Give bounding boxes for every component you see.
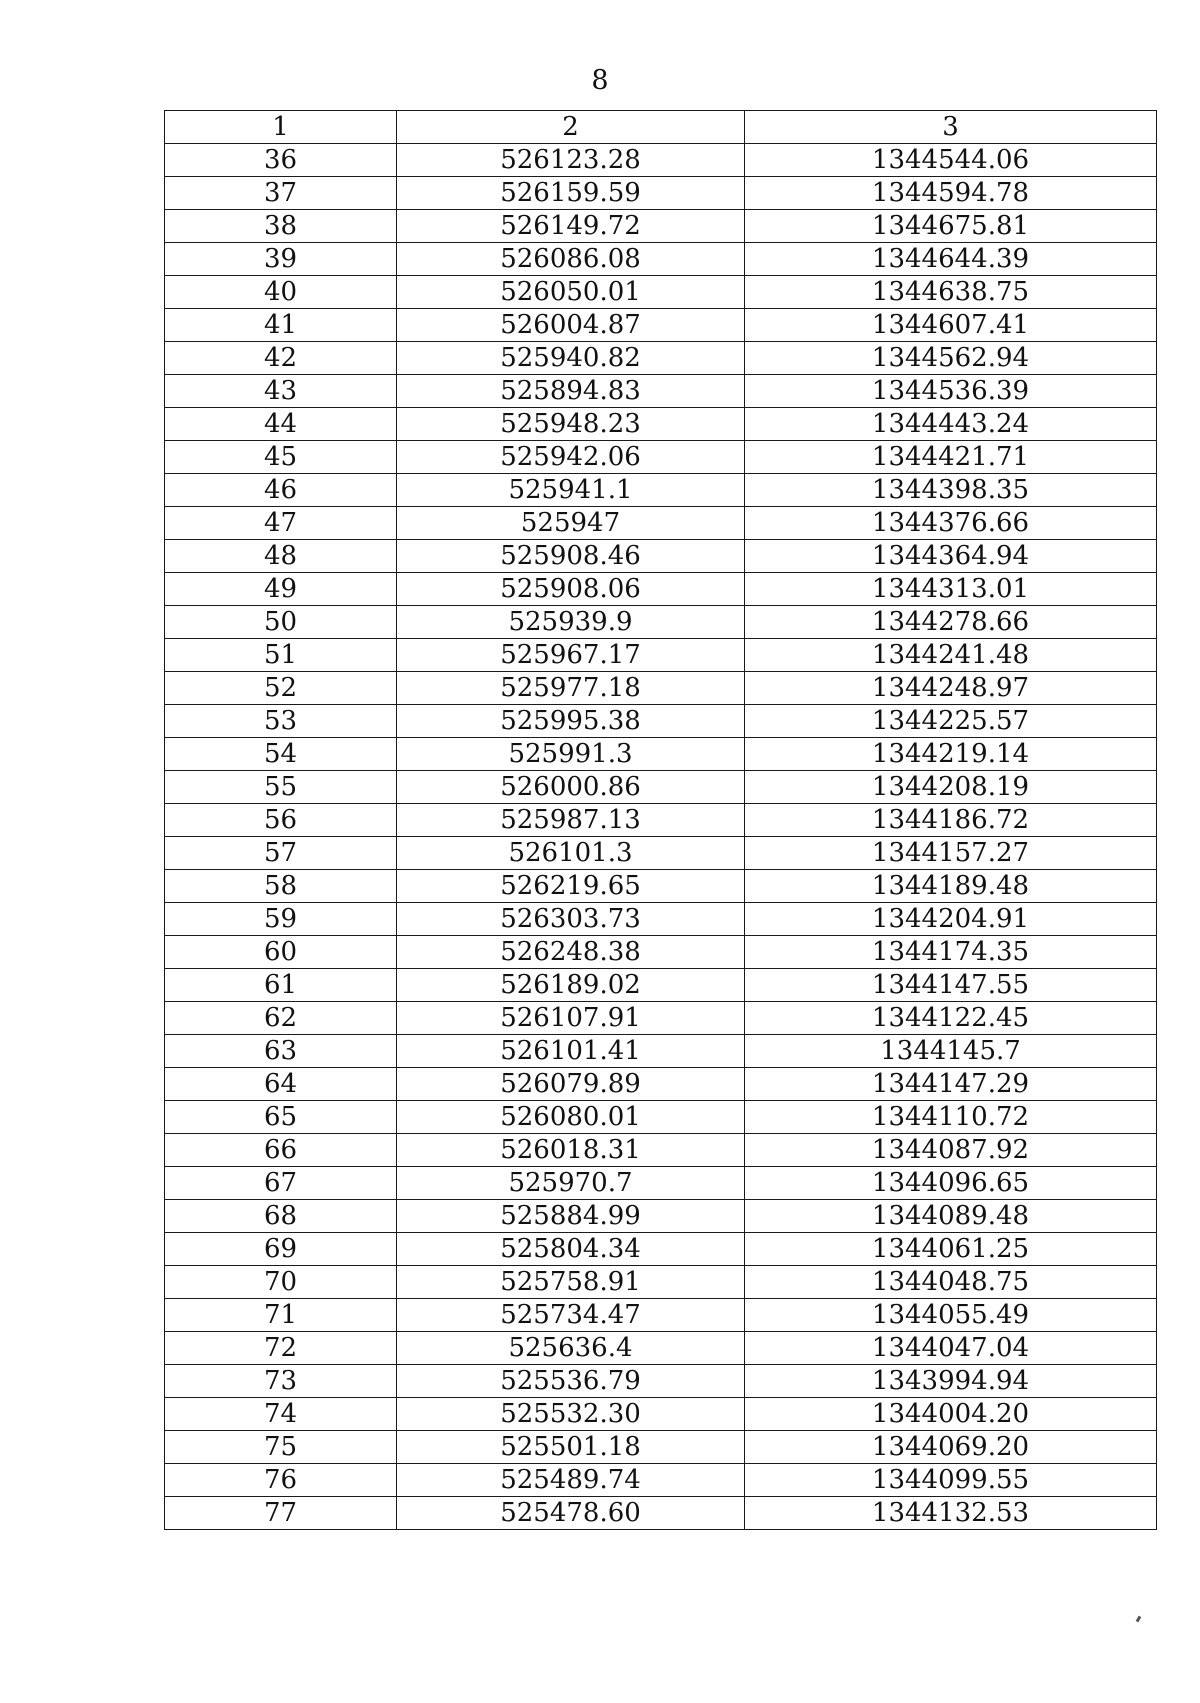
point-number-cell: 72 (165, 1332, 397, 1365)
table-row (165, 1101, 1157, 1134)
point-number-cell: 57 (165, 837, 397, 870)
point-number-cell: 54 (165, 738, 397, 771)
table-row (165, 144, 1157, 177)
y-coordinate-cell: 1344225.57 (745, 705, 1157, 738)
y-coordinate-cell: 1344047.04 (745, 1332, 1157, 1365)
y-coordinate-cell: 1344594.78 (745, 177, 1157, 210)
x-coordinate-cell: 526123.28 (397, 144, 745, 177)
y-coordinate-cell: 1344099.55 (745, 1464, 1157, 1497)
y-coordinate-cell: 1344055.49 (745, 1299, 1157, 1332)
point-number-cell: 40 (165, 276, 397, 309)
x-coordinate-cell: 526000.86 (397, 771, 745, 804)
y-coordinate-cell: 1344089.48 (745, 1200, 1157, 1233)
table-row (165, 672, 1157, 705)
x-coordinate-cell: 525995.38 (397, 705, 745, 738)
x-coordinate-cell: 525970.7 (397, 1167, 745, 1200)
point-number-cell: 56 (165, 804, 397, 837)
point-number-cell: 61 (165, 969, 397, 1002)
x-coordinate-cell: 526219.65 (397, 870, 745, 903)
table-row (165, 903, 1157, 936)
y-coordinate-cell: 1344644.39 (745, 243, 1157, 276)
point-number-cell: 45 (165, 441, 397, 474)
x-coordinate-cell: 525636.4 (397, 1332, 745, 1365)
x-coordinate-cell: 525940.82 (397, 342, 745, 375)
table-row (165, 474, 1157, 507)
y-coordinate-cell: 1344607.41 (745, 309, 1157, 342)
x-coordinate-cell: 526303.73 (397, 903, 745, 936)
table-row (165, 1365, 1157, 1398)
table-row (165, 1332, 1157, 1365)
table-row (165, 276, 1157, 309)
point-number-cell: 70 (165, 1266, 397, 1299)
y-coordinate-cell: 1344443.24 (745, 408, 1157, 441)
point-number-cell: 47 (165, 507, 397, 540)
table-row (165, 1398, 1157, 1431)
point-number-cell: 38 (165, 210, 397, 243)
x-coordinate-cell: 526079.89 (397, 1068, 745, 1101)
y-coordinate-cell: 1344204.91 (745, 903, 1157, 936)
x-coordinate-cell: 525894.83 (397, 375, 745, 408)
x-coordinate-cell: 525941.1 (397, 474, 745, 507)
y-coordinate-cell: 1344145.7 (745, 1035, 1157, 1068)
table-row (165, 1035, 1157, 1068)
table-row (165, 705, 1157, 738)
point-number-cell: 71 (165, 1299, 397, 1332)
y-coordinate-cell: 1344147.29 (745, 1068, 1157, 1101)
point-number-cell: 37 (165, 177, 397, 210)
x-coordinate-cell: 525939.9 (397, 606, 745, 639)
x-coordinate-cell: 526080.01 (397, 1101, 745, 1134)
stray-mark (1136, 1616, 1142, 1623)
point-number-cell: 68 (165, 1200, 397, 1233)
x-coordinate-cell: 525734.47 (397, 1299, 745, 1332)
y-coordinate-cell: 1344186.72 (745, 804, 1157, 837)
point-number-cell: 48 (165, 540, 397, 573)
x-coordinate-cell: 526189.02 (397, 969, 745, 1002)
y-coordinate-cell: 1344248.97 (745, 672, 1157, 705)
table-row (165, 870, 1157, 903)
table-header-row (165, 111, 1157, 144)
point-number-cell: 77 (165, 1497, 397, 1530)
y-coordinate-cell: 1344313.01 (745, 573, 1157, 606)
point-number-cell: 46 (165, 474, 397, 507)
y-coordinate-cell: 1344096.65 (745, 1167, 1157, 1200)
point-number-cell: 62 (165, 1002, 397, 1035)
point-number-cell: 74 (165, 1398, 397, 1431)
x-coordinate-cell: 525536.79 (397, 1365, 745, 1398)
y-coordinate-cell: 1344675.81 (745, 210, 1157, 243)
x-coordinate-cell: 525478.60 (397, 1497, 745, 1530)
table-row (165, 1299, 1157, 1332)
y-coordinate-cell: 1344132.53 (745, 1497, 1157, 1530)
x-coordinate-cell: 526101.3 (397, 837, 745, 870)
point-number-cell: 66 (165, 1134, 397, 1167)
x-coordinate-cell: 526159.59 (397, 177, 745, 210)
x-coordinate-cell: 525489.74 (397, 1464, 745, 1497)
y-coordinate-cell: 1343994.94 (745, 1365, 1157, 1398)
y-coordinate-cell: 1344048.75 (745, 1266, 1157, 1299)
point-number-cell: 43 (165, 375, 397, 408)
table-row (165, 1266, 1157, 1299)
table-row (165, 837, 1157, 870)
x-coordinate-cell: 525884.99 (397, 1200, 745, 1233)
point-number-cell: 41 (165, 309, 397, 342)
y-coordinate-cell: 1344189.48 (745, 870, 1157, 903)
table-row (165, 1497, 1157, 1530)
table-row (165, 771, 1157, 804)
y-coordinate-cell: 1344069.20 (745, 1431, 1157, 1464)
point-number-cell: 52 (165, 672, 397, 705)
x-coordinate-cell: 526149.72 (397, 210, 745, 243)
table-row (165, 606, 1157, 639)
y-coordinate-cell: 1344398.35 (745, 474, 1157, 507)
y-coordinate-cell: 1344174.35 (745, 936, 1157, 969)
x-coordinate-cell: 525991.3 (397, 738, 745, 771)
column-header-2: 2 (397, 111, 745, 144)
table-row (165, 1431, 1157, 1464)
y-coordinate-cell: 1344364.94 (745, 540, 1157, 573)
y-coordinate-cell: 1344208.19 (745, 771, 1157, 804)
point-number-cell: 63 (165, 1035, 397, 1068)
y-coordinate-cell: 1344241.48 (745, 639, 1157, 672)
x-coordinate-cell: 526248.38 (397, 936, 745, 969)
table-row (165, 375, 1157, 408)
x-coordinate-cell: 525501.18 (397, 1431, 745, 1464)
y-coordinate-cell: 1344087.92 (745, 1134, 1157, 1167)
table-row (165, 1167, 1157, 1200)
table-row (165, 1134, 1157, 1167)
point-number-cell: 69 (165, 1233, 397, 1266)
x-coordinate-cell: 525942.06 (397, 441, 745, 474)
column-header-1: 1 (165, 111, 397, 144)
x-coordinate-cell: 525532.30 (397, 1398, 745, 1431)
point-number-cell: 58 (165, 870, 397, 903)
table-row (165, 210, 1157, 243)
point-number-cell: 53 (165, 705, 397, 738)
page-number: 8 (591, 65, 609, 96)
table-row (165, 1200, 1157, 1233)
point-number-cell: 49 (165, 573, 397, 606)
x-coordinate-cell: 525947 (397, 507, 745, 540)
table-row (165, 177, 1157, 210)
y-coordinate-cell: 1344536.39 (745, 375, 1157, 408)
point-number-cell: 51 (165, 639, 397, 672)
table-row (165, 969, 1157, 1002)
table-row (165, 804, 1157, 837)
y-coordinate-cell: 1344562.94 (745, 342, 1157, 375)
point-number-cell: 59 (165, 903, 397, 936)
table-row (165, 1233, 1157, 1266)
x-coordinate-cell: 525908.46 (397, 540, 745, 573)
x-coordinate-cell: 525967.17 (397, 639, 745, 672)
x-coordinate-cell: 525908.06 (397, 573, 745, 606)
table-row (165, 408, 1157, 441)
y-coordinate-cell: 1344122.45 (745, 1002, 1157, 1035)
x-coordinate-cell: 526018.31 (397, 1134, 745, 1167)
point-number-cell: 60 (165, 936, 397, 969)
coordinates-table-container (164, 110, 1156, 1530)
table-row (165, 1464, 1157, 1497)
x-coordinate-cell: 525948.23 (397, 408, 745, 441)
table-row (165, 441, 1157, 474)
point-number-cell: 73 (165, 1365, 397, 1398)
point-number-cell: 67 (165, 1167, 397, 1200)
x-coordinate-cell: 525804.34 (397, 1233, 745, 1266)
point-number-cell: 36 (165, 144, 397, 177)
point-number-cell: 50 (165, 606, 397, 639)
table-row (165, 342, 1157, 375)
table-row (165, 507, 1157, 540)
point-number-cell: 39 (165, 243, 397, 276)
point-number-cell: 64 (165, 1068, 397, 1101)
point-number-cell: 55 (165, 771, 397, 804)
table-row (165, 573, 1157, 606)
x-coordinate-cell: 525987.13 (397, 804, 745, 837)
table-row (165, 1002, 1157, 1035)
table-row (165, 1068, 1157, 1101)
y-coordinate-cell: 1344544.06 (745, 144, 1157, 177)
point-number-cell: 75 (165, 1431, 397, 1464)
coordinates-table (164, 110, 1157, 1530)
y-coordinate-cell: 1344061.25 (745, 1233, 1157, 1266)
point-number-cell: 65 (165, 1101, 397, 1134)
x-coordinate-cell: 525977.18 (397, 672, 745, 705)
table-row (165, 639, 1157, 672)
table-body (165, 144, 1157, 1530)
table-row (165, 936, 1157, 969)
y-coordinate-cell: 1344219.14 (745, 738, 1157, 771)
y-coordinate-cell: 1344157.27 (745, 837, 1157, 870)
y-coordinate-cell: 1344110.72 (745, 1101, 1157, 1134)
x-coordinate-cell: 526101.41 (397, 1035, 745, 1068)
y-coordinate-cell: 1344004.20 (745, 1398, 1157, 1431)
column-header-3: 3 (745, 111, 1157, 144)
x-coordinate-cell: 526004.87 (397, 309, 745, 342)
point-number-cell: 76 (165, 1464, 397, 1497)
y-coordinate-cell: 1344421.71 (745, 441, 1157, 474)
table-row (165, 738, 1157, 771)
table-row (165, 540, 1157, 573)
table-row (165, 309, 1157, 342)
y-coordinate-cell: 1344376.66 (745, 507, 1157, 540)
point-number-cell: 44 (165, 408, 397, 441)
x-coordinate-cell: 526107.91 (397, 1002, 745, 1035)
table-row (165, 243, 1157, 276)
y-coordinate-cell: 1344638.75 (745, 276, 1157, 309)
x-coordinate-cell: 526050.01 (397, 276, 745, 309)
point-number-cell: 42 (165, 342, 397, 375)
x-coordinate-cell: 526086.08 (397, 243, 745, 276)
y-coordinate-cell: 1344278.66 (745, 606, 1157, 639)
x-coordinate-cell: 525758.91 (397, 1266, 745, 1299)
y-coordinate-cell: 1344147.55 (745, 969, 1157, 1002)
